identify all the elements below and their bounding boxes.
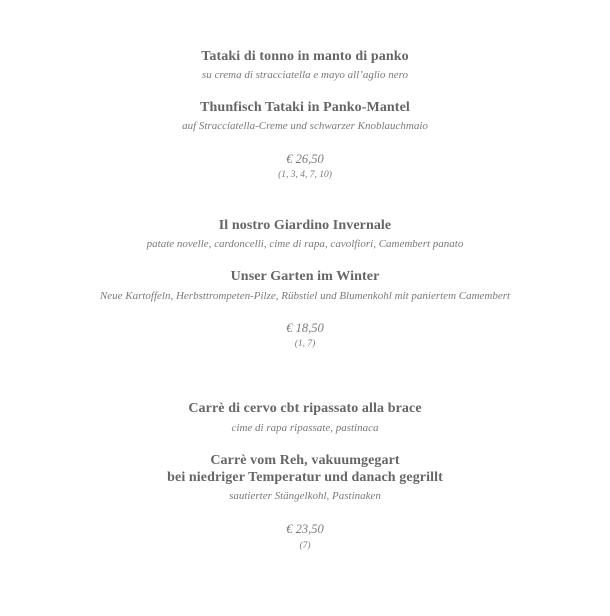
dish-title-german-line-1: Carrè vom Reh, vakuumgegart [210, 453, 400, 468]
dish-description-italian: cime di rapa ripassate, pastinaca [231, 422, 379, 434]
dish-description-german: sautierter Stängelkohl, Pastinaken [229, 490, 381, 502]
dish-title-italian: Carrè di cervo cbt ripassato alla brace [188, 401, 422, 416]
dish-description-german: Neue Kartoffeln, Herbsttrompeten-Pilze, Rübstiel und Blumenkohl mit paniertem Camembert [99, 290, 511, 302]
dish-description-german: auf Stracciatella-Creme und schwarzer Knoblauchmaio [182, 120, 428, 132]
dish-price: € 26,50 [286, 152, 324, 166]
dish-allergens: (7) [299, 541, 311, 551]
dish-allergens: (1, 3, 4, 7, 10) [278, 170, 332, 180]
dish-title-italian: Tataki di tonno in manto di panko [201, 49, 409, 64]
dish-description-italian: patate novelle, cardoncelli, cime di rapa, cavolfiori, Camembert panato [146, 238, 464, 250]
dish-description-italian: su crema di stracciatella e mayo all’aglio nero [201, 69, 408, 81]
dish-title-german-line-2: bei niedriger Temperatur und danach gegrillt [167, 470, 443, 485]
dish-price: € 23,50 [286, 522, 324, 536]
dish-allergens: (1, 7) [294, 339, 316, 349]
dish-title-italian: Il nostro Giardino Invernale [218, 218, 392, 233]
dish-title-german: Unser Garten im Winter [230, 269, 380, 284]
dish-price: € 18,50 [286, 321, 324, 335]
dish-title-german: Thunfisch Tataki in Panko-Mantel [200, 100, 410, 115]
